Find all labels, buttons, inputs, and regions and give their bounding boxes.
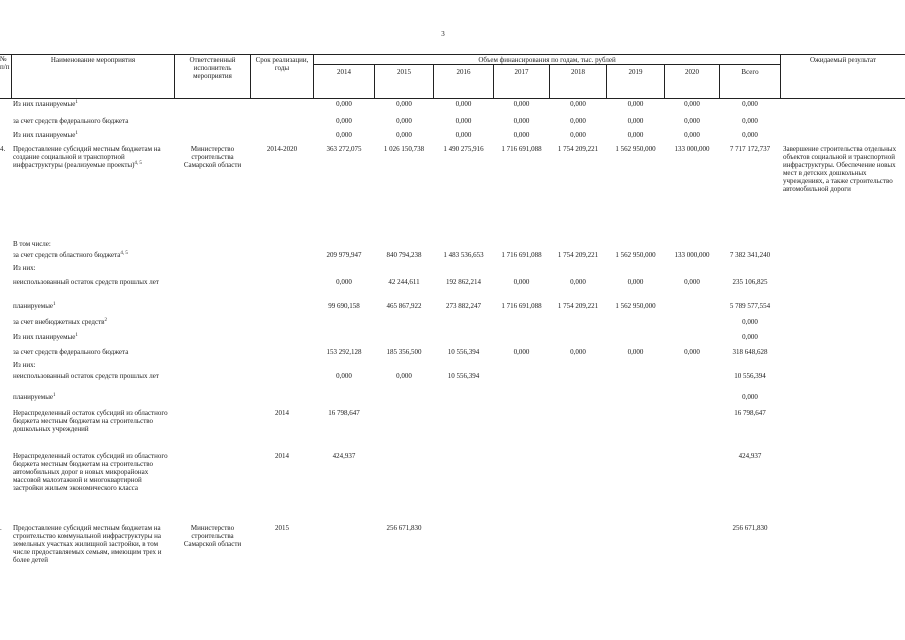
row-value: 0,000 (570, 100, 586, 108)
row-name-text: неиспользованный остаток средств прошлых лет (13, 372, 159, 380)
row-name-text: за счет средств областного бюджета (13, 251, 121, 259)
row-value: 0,000 (336, 131, 352, 139)
row-value: 0,000 (684, 131, 700, 139)
row-name-text: за счет средств федерального бюджета (13, 117, 129, 125)
row-name (13, 348, 173, 356)
row-name-text: планируемые (13, 302, 54, 310)
row-name-text: Нераспределенный остаток субсидий из областного бюджета местным бюджетам на строительство автомобильных дорог в новых микрорайонах массовой малоэтажной и многоквартирной застройки жильем экономического класса (13, 452, 168, 492)
row-value: 0,000 (570, 131, 586, 139)
row-name (13, 372, 173, 380)
header-funding: Объем финансирования по годам, тыс. рублей (478, 56, 616, 64)
row-value: 0,000 (684, 117, 700, 125)
row-value: 16 798,647 (328, 409, 360, 417)
row-value: 0,000 (513, 131, 530, 139)
row-value: 0,000 (742, 393, 758, 401)
row-name (13, 524, 173, 564)
row-value: 0,000 (627, 117, 644, 125)
footnote-ref: 2 (104, 318, 107, 323)
row-value: 0,000 (396, 372, 412, 380)
row-value: 10 556,394 (447, 372, 480, 380)
header-year-6: 2020 (685, 68, 699, 76)
row-value: 1 562 950,000 (615, 251, 656, 259)
row-value: 363 272,075 (326, 145, 362, 153)
row-value: 0,000 (742, 100, 758, 108)
footnote-ref: 4, 5 (134, 161, 142, 166)
row-name (13, 278, 173, 286)
footnote-ref: 4, 5 (120, 251, 128, 256)
row-value: 0,000 (336, 100, 352, 108)
row-name-text: неиспользованный остаток средств прошлых лет (13, 278, 159, 286)
row-value: 1 754 209,221 (557, 145, 599, 153)
row-name-text: Из них: (13, 361, 36, 369)
row-value: 0,000 (627, 100, 644, 108)
row-executor: Министерство строительства Самарской области (183, 145, 242, 169)
funding-subheader-line (313, 64, 780, 65)
row-value: 0,000 (627, 348, 644, 356)
row-value: 0,000 (336, 278, 352, 286)
header-term: Срок реализации, годы (255, 56, 309, 72)
row-name-text: за счет средств федерального бюджета (13, 348, 129, 356)
row-value: 7 382 341,240 (729, 251, 771, 259)
row-value: 0,000 (455, 131, 472, 139)
row-value: 0,000 (627, 131, 644, 139)
row-value: 1 754 209,221 (557, 251, 599, 259)
row-value: 0,000 (336, 117, 352, 125)
row-name (13, 264, 173, 272)
row-value: 1 562 950,000 (615, 302, 656, 310)
row-value: 465 867,922 (386, 302, 422, 310)
row-value: 1 562 950,000 (615, 145, 656, 153)
row-value: 10 556,394 (734, 372, 766, 380)
header-year-4: 2018 (571, 68, 585, 76)
row-value: 1 754 209,221 (557, 302, 599, 310)
row-name-text: Из них планируемые (13, 131, 76, 139)
row-name (13, 452, 173, 492)
header-executor: Ответственный исполнитель мероприятия (189, 56, 236, 80)
row-value: 133 000,000 (674, 251, 710, 259)
row-name-text: Из них планируемые (13, 333, 76, 341)
header-year-2: 2016 (456, 68, 471, 76)
row-value: 0,000 (336, 372, 352, 380)
row-name (13, 100, 173, 108)
row-value: 0,000 (742, 131, 758, 139)
header-year-3: 2017 (514, 68, 529, 76)
page-number: 3 (441, 30, 445, 38)
row-executor: Министерство строительства Самарской области (183, 524, 242, 548)
row-term: 2014 (275, 452, 289, 460)
row-value: 133 000,000 (674, 145, 710, 153)
row-term: 2015 (275, 524, 289, 532)
row-value: 0,000 (742, 117, 758, 125)
row-value: 256 671,830 (732, 524, 768, 532)
footnote-ref: 1 (75, 131, 78, 136)
row-value: 10 556,394 (447, 348, 480, 356)
footnote-ref: 1 (75, 333, 78, 338)
table-top-border (0, 54, 905, 55)
row-name-text: Нераспределенный остаток субсидий из областного бюджета местным бюджетам на строительство дошкольных учреждений (13, 409, 168, 433)
row-value: 256 671,830 (386, 524, 422, 532)
row-value: 0,000 (627, 278, 644, 286)
header-year-1: 2015 (397, 68, 411, 76)
row-value: 1 483 536,653 (443, 251, 484, 259)
row-name (13, 409, 173, 433)
row-value: 235 106,825 (732, 278, 768, 286)
row-name (13, 393, 173, 401)
row-term: 2014-2020 (266, 145, 298, 153)
row-value: 840 794,238 (386, 251, 422, 259)
row-value: 273 882,247 (446, 302, 481, 310)
row-value: 0,000 (742, 333, 758, 341)
row-name (13, 117, 173, 125)
row-value: 0,000 (513, 278, 530, 286)
row-name-text: Из них: (13, 264, 36, 272)
row-result: Завершение строительства отдельных объектов социальной и транспортной инфраструктуры. Обеспечение новых мест в детских дошкольных учреждениях, а также строительство автомобильной дороги (783, 145, 897, 193)
row-name-text: Предоставление субсидий местным бюджетам на создание социальной и транспортной инфраструктуры (реализуемые проекты) (13, 145, 161, 169)
row-name (13, 131, 173, 139)
row-value: 7 717 172,737 (729, 145, 771, 153)
row-value: 185 356,500 (386, 348, 422, 356)
row-value: 0,000 (684, 348, 700, 356)
row-name (13, 302, 173, 310)
footnote-ref: 1 (53, 393, 56, 398)
row-value: 0,000 (742, 318, 758, 326)
row-num: 4. (0, 145, 6, 153)
header-result: Ожидаемый результат (809, 56, 877, 64)
row-value: 0,000 (684, 100, 700, 108)
row-value: 1 026 150,738 (383, 145, 425, 153)
row-value: 0,000 (513, 117, 530, 125)
row-value: 5 789 577,554 (729, 302, 771, 310)
header-num-line1: № (0, 55, 7, 63)
row-value: 424,937 (332, 452, 356, 460)
row-value: 0,000 (455, 100, 472, 108)
row-name-text: Предоставление субсидий местным бюджетам на строительство коммунальной инфраструктуры на земельных участках жилищной застройки, в том числе предоставляемых семьям, имеющим трех и более детей (13, 524, 162, 564)
row-value: 209 979,947 (326, 251, 362, 259)
row-name-text: Из них планируемые (13, 100, 76, 108)
row-value: 0,000 (455, 117, 472, 125)
row-name-text: за счет внебюджетных средств (13, 318, 105, 326)
row-value: 192 862,214 (446, 278, 481, 286)
row-value: 0,000 (396, 117, 412, 125)
header-year-0: 2014 (337, 68, 351, 76)
header-num-line2: п/п (0, 63, 10, 71)
row-value: 99 690,158 (328, 302, 360, 310)
row-name (13, 333, 173, 341)
row-num: . (0, 524, 2, 532)
row-value: 1 716 691,088 (501, 251, 542, 259)
header-name: Наименование мероприятия (50, 56, 136, 64)
row-value: 424,937 (738, 452, 762, 460)
footnote-ref: 1 (75, 100, 78, 105)
row-value: 0,000 (684, 278, 700, 286)
row-value: 0,000 (513, 348, 530, 356)
header-num (0, 55, 11, 71)
row-value: 0,000 (570, 117, 586, 125)
table-header-bottom-border (0, 98, 905, 99)
row-value: 16 798,647 (734, 409, 766, 417)
row-name (13, 361, 173, 369)
row-name (13, 251, 173, 259)
row-value: 1 490 275,916 (443, 145, 484, 153)
row-name (13, 240, 173, 248)
row-value: 153 292,128 (326, 348, 362, 356)
row-name (13, 318, 173, 326)
row-term: 2014 (275, 409, 289, 417)
row-value: 318 648,628 (732, 348, 768, 356)
row-value: 42 244,611 (388, 278, 420, 286)
row-value: 0,000 (396, 131, 412, 139)
row-value: 1 716 691,088 (501, 302, 542, 310)
row-value: 0,000 (570, 348, 586, 356)
row-value: 0,000 (513, 100, 530, 108)
row-name (13, 145, 173, 169)
row-name-text: планируемые (13, 393, 54, 401)
row-value: 0,000 (396, 100, 412, 108)
header-year-7: Всего (741, 68, 759, 76)
footnote-ref: 1 (53, 302, 56, 307)
row-name-text: В том числе: (13, 240, 51, 248)
header-year-5: 2019 (628, 68, 643, 76)
row-value: 1 716 691,088 (501, 145, 542, 153)
row-value: 0,000 (570, 278, 586, 286)
